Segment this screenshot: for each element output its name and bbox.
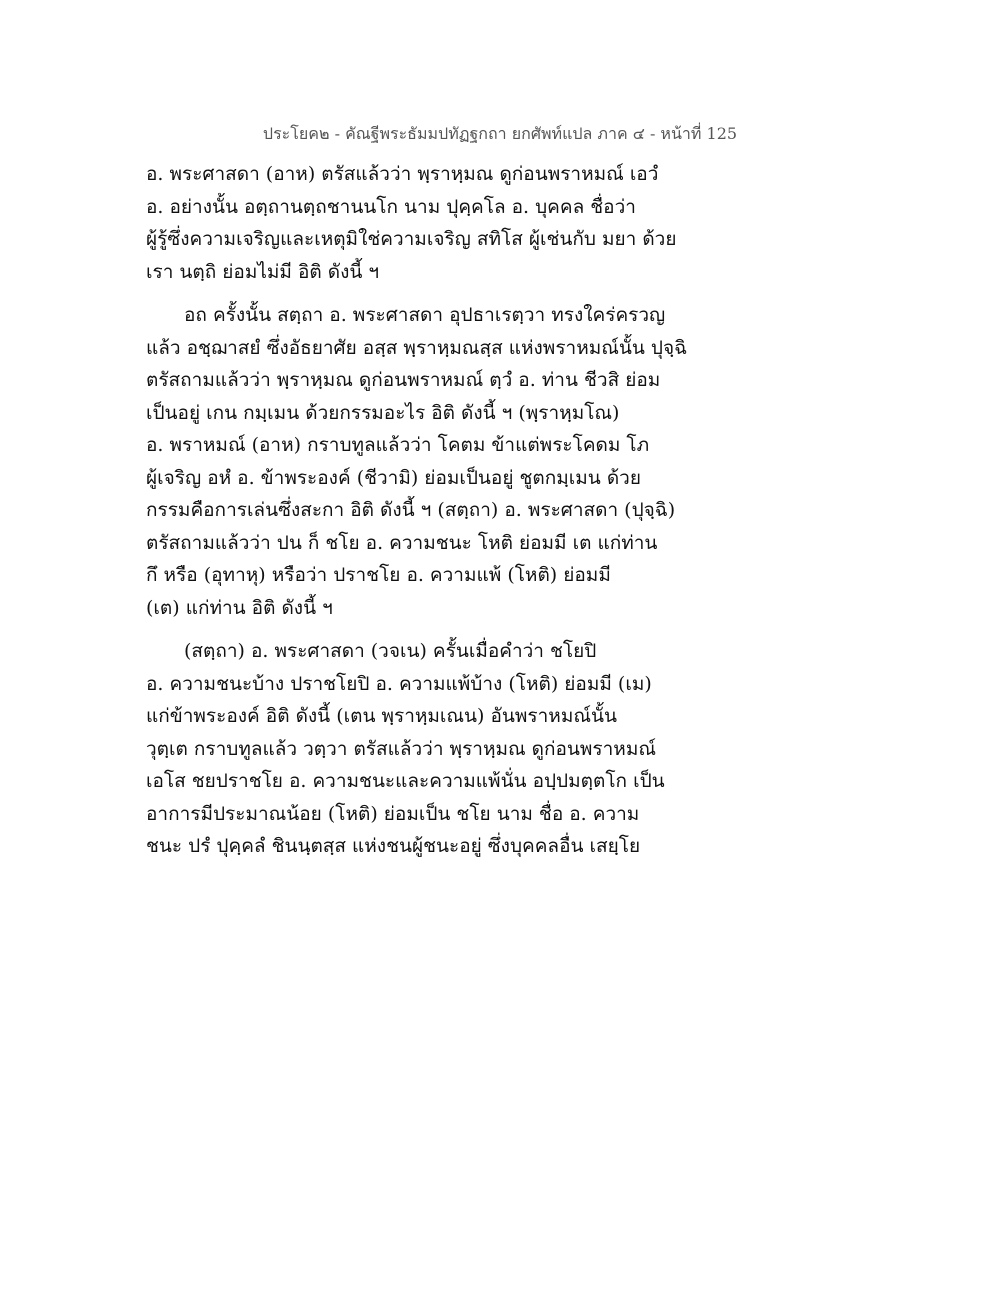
text-line: ตรัสถามแล้วว่า ปน ก็ ชโย อ. ความชนะ โหติ ย่อมมี เต แก่ท่าน (146, 531, 658, 554)
paragraph-gap (146, 624, 866, 635)
text-line: อ. พราหมณ์ (อาห) กราบทูลแล้วว่า โคตม ข้าแต่พระโคดม โภ (146, 434, 650, 456)
text-line: (สตฺถา) อ. พระศาสดา (วจเน) ครั้นเมื่อคำว่า ชโยปิ (184, 640, 597, 662)
text-line: เอโส ชยปราชโย อ. ความชนะและความแพ้นั่น อปฺปมตฺตโก เป็น (146, 770, 665, 792)
text-line: เรา นตฺถิ ย่อมไม่มี อิติ ดังนี้ ฯ (146, 260, 380, 283)
text-line: ผู้รู้ซึ่งความเจริญและเหตุมิใช่ความเจริญ สทิโส ผู้เช่นกับ มยา ด้วย (146, 228, 677, 250)
text-line: ตรัสถามแล้วว่า พฺราหฺมณ ดูก่อนพราหมณ์ ตฺวํ อ. ท่าน ชีวสิ ย่อม (146, 369, 661, 391)
running-header: ประโยค๒ - คัณฐีพระธัมมปทัฏฐกถา ยกศัพท์แปล ภาค ๔ - หน้าที่ 125 (262, 124, 738, 143)
text-line: อ. อย่างนั้น อตฺถานตฺถชานนโก นาม ปุคฺคโล อ. บุคคล ชื่อว่า (146, 195, 636, 218)
text-line: วุตฺเต กราบทูลแล้ว วตฺวา ตรัสแล้วว่า พฺราหฺมณ ดูก่อนพราหมณ์ (146, 737, 656, 760)
text-line: อ. พระศาสดา (อาห) ตรัสแล้วว่า พฺราหฺมณ ดูก่อนพราหมณ์ เอวํ (146, 163, 659, 185)
paragraph-3 (146, 635, 866, 863)
text-line: กรรมคือการเล่นซึ่งสะกา อิติ ดังนี้ ฯ (สตฺถา) อ. พระศาสดา (ปุจฺฉิ) (146, 499, 676, 521)
body-text (146, 158, 866, 863)
text-line: เป็นอยู่ เกน กมฺเมน ด้วยกรรมอะไร อิติ ดังนี้ ฯ (พฺราหฺมโณ) (146, 401, 620, 424)
paragraph-2 (146, 299, 866, 624)
text-line: อาการมีประมาณน้อย (โหติ) ย่อมเป็น ชโย นาม ชื่อ อ. ความ (146, 802, 640, 825)
text-line: ชนะ ปรํ ปุคฺคลํ ชินนฺตสฺส แห่งชนผู้ชนะอยู่ ซึ่งบุคคลอื่น เสยฺโย (146, 835, 641, 857)
text-line: (เต) แก่ท่าน อิติ ดังนี้ ฯ (146, 596, 333, 619)
text-line: แล้ว อชฺฌาสยํ ซึ่งอัธยาศัย อสฺส พฺราหฺมณสฺส แห่งพราหมณ์นั้น ปุจฺฉิ (146, 336, 688, 359)
text-line: กึ หรือ (อุทาหุ) หรือว่า ปราชโย อ. ความแพ้ (โหติ) ย่อมมี (146, 564, 611, 586)
text-line: แก่ข้าพระองค์ อิติ ดังนี้ (เตน พฺราหฺมเณน) อันพราหมณ์นั้น (146, 705, 617, 727)
paragraph-gap (146, 288, 866, 299)
text-line: ผู้เจริญ อหํ อ. ข้าพระองค์ (ชีวามิ) ย่อมเป็นอยู่ ชูตกมฺเมน ด้วย (146, 466, 641, 489)
text-line: อถ ครั้งนั้น สตฺถา อ. พระศาสดา อุปธาเรตฺวา ทรงใคร่ครวญ (184, 304, 666, 326)
paragraph-1 (146, 158, 866, 288)
text-line: อ. ความชนะบ้าง ปราชโยปิ อ. ความแพ้บ้าง (โหติ) ย่อมมี (เม) (146, 672, 652, 695)
